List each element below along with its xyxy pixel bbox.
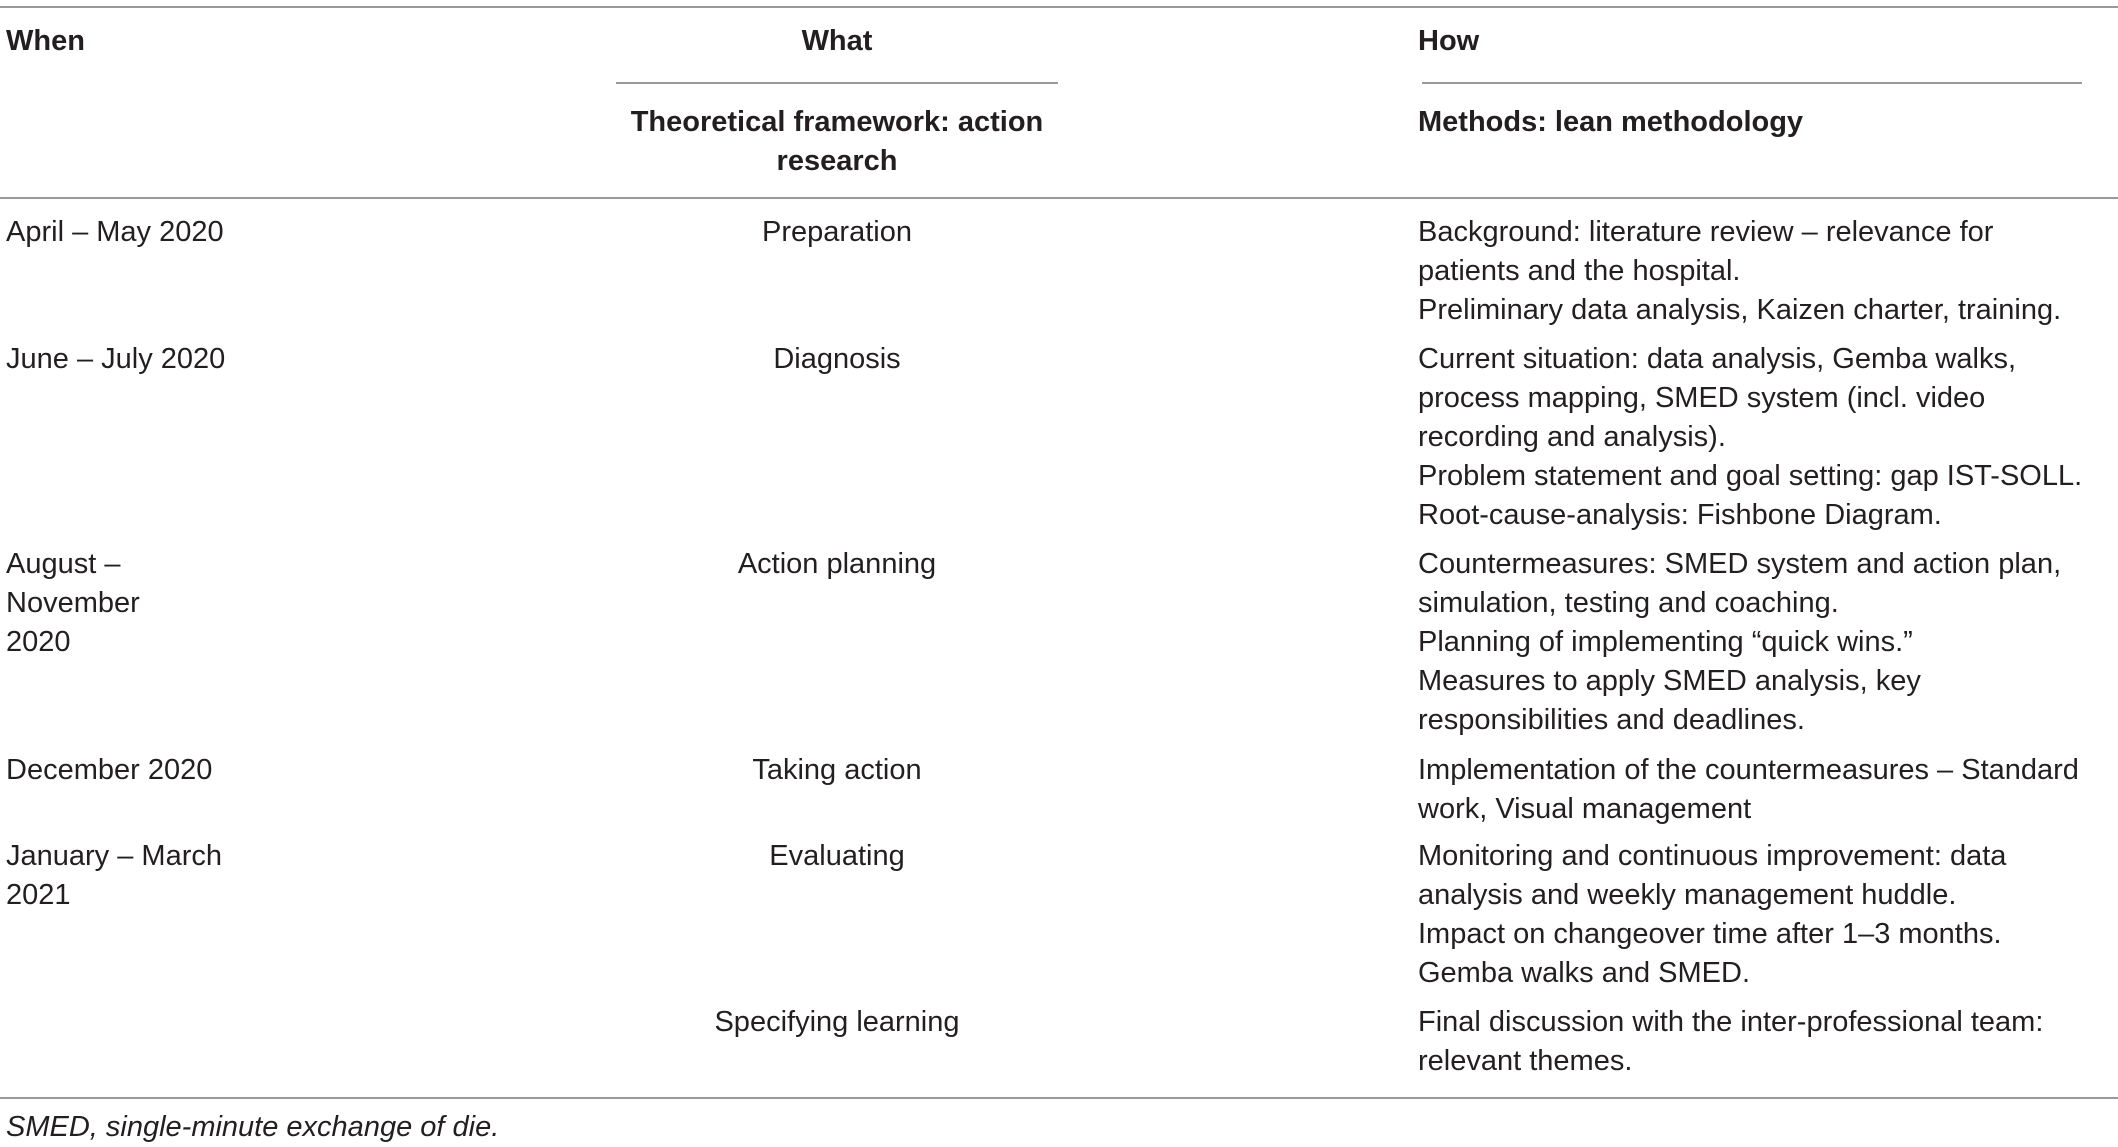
row-how-line: Problem statement and goal setting: gap IST-SOLL. <box>1418 460 2083 492</box>
row-when: August – November 2020 <box>6 548 140 658</box>
row-what: Preparation <box>762 216 912 248</box>
row-how <box>1418 1003 2098 1081</box>
row-how <box>1418 213 2098 330</box>
row-how-line: Implementation of the countermeasures – Standard work, Visual management <box>1418 754 2079 825</box>
row-how <box>1418 340 2098 535</box>
row-how-line: Root-cause-analysis: Fishbone Diagram. <box>1418 499 1942 531</box>
row-what: Diagnosis <box>773 343 901 375</box>
row-how-line: Monitoring and continuous improvement: data analysis and weekly management huddle. <box>1418 840 2007 911</box>
row-how <box>1418 545 2098 740</box>
row-what: Action planning <box>737 548 937 580</box>
table-bottom-rule <box>0 1097 2118 1099</box>
row-how <box>1418 837 2098 993</box>
header-what: What <box>801 25 873 57</box>
row-what: Evaluating <box>769 840 905 872</box>
header-how-sub: Methods: lean methodology <box>1418 106 1804 138</box>
row-how-line: Measures to apply SMED analysis, key responsibilities and deadlines. <box>1418 665 1921 736</box>
row-how-line: Gemba walks and SMED. <box>1418 957 1751 989</box>
row-when: April – May 2020 <box>6 216 224 248</box>
row-when: June – July 2020 <box>6 343 226 375</box>
row-how-line: Planning of implementing “quick wins.” <box>1418 626 1913 658</box>
row-when: December 2020 <box>6 754 213 786</box>
table-top-rule <box>0 6 2118 8</box>
row-how-line: Final discussion with the inter-professional team: relevant themes. <box>1418 1006 2044 1077</box>
row-how-line: Preliminary data analysis, Kaizen charter, training. <box>1418 294 2062 326</box>
row-when: January – March 2021 <box>6 840 222 911</box>
header-how-subrule <box>1422 82 2082 84</box>
row-how-line: Impact on changeover time after 1–3 months. <box>1418 918 2002 950</box>
header-when: When <box>6 25 85 57</box>
header-bottom-rule <box>0 197 2118 199</box>
header-what-subrule <box>616 82 1058 84</box>
row-how-line: Countermeasures: SMED system and action plan, simulation, testing and coaching. <box>1418 548 2062 619</box>
row-what: Specifying learning <box>714 1006 960 1038</box>
table-footnote: SMED, single-minute exchange of die. <box>6 1111 500 1143</box>
row-how-line: Background: literature review – relevance for patients and the hospital. <box>1418 216 1994 287</box>
header-how: How <box>1418 25 1480 57</box>
row-how-line: Current situation: data analysis, Gemba walks, process mapping, SMED system (incl. video recording and analysis). <box>1418 343 2016 453</box>
row-how <box>1418 751 2098 829</box>
row-what: Taking action <box>752 754 922 786</box>
header-what-sub: Theoretical framework: action research <box>630 106 1044 177</box>
